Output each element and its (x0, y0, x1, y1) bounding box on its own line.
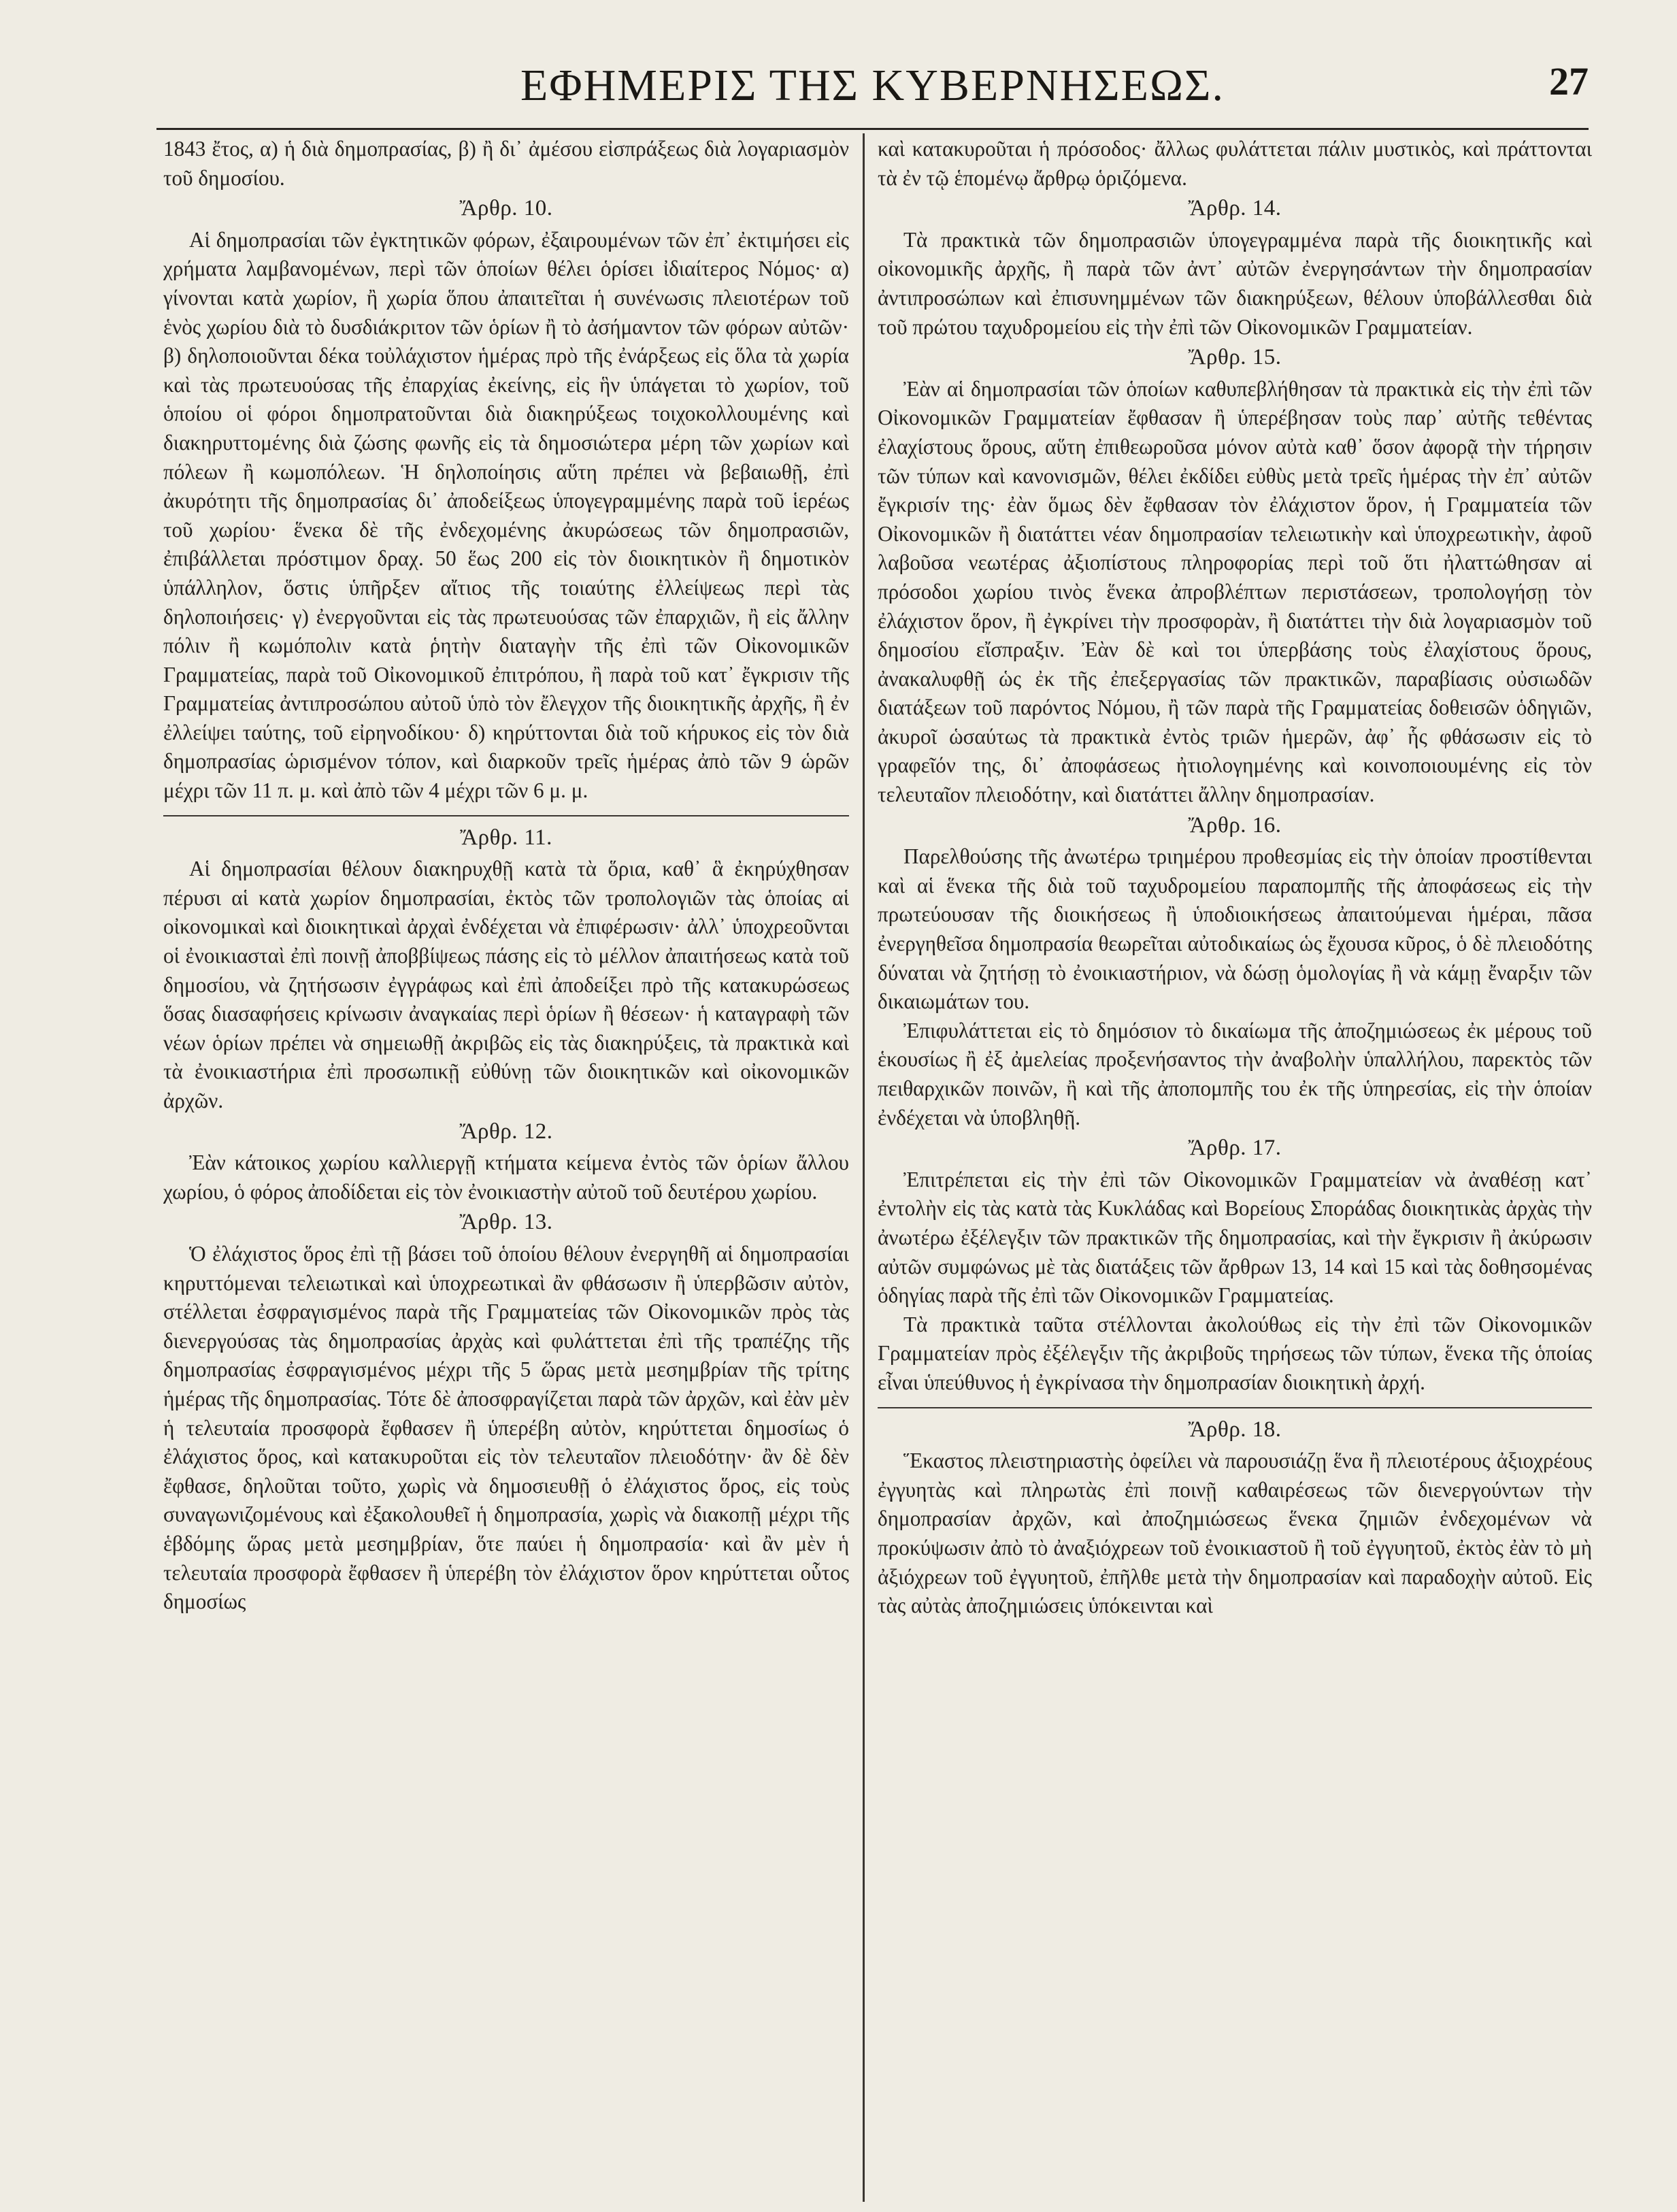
article-17-text-b: Τὰ πρακτικὰ ταῦτα στέλλονται ἀκολούθως εἰς τὴν ἐπὶ τῶν Οἰκονομικῶν Γραμματείαν πρὸς ἐξέλεγξιν τῆς ἀκριβοῦς τηρήσεως τῶν τύπων, ἕνεκα τῆς ὁποίας εἶναι ὑπεύθυνος ἡ ἐγκρίνασα τὴν δημοπρασίαν διοικητικὴ ἀρχή. (878, 1312, 1592, 1394)
column-divider (863, 133, 865, 2202)
article-16-text-a: Παρελθούσης τῆς ἀνωτέρω τριημέρου προθεσμίας εἰς τὴν ὁποίαν προστίθενται καὶ αἱ ἕνεκα τῆς διὰ τοῦ ταχυδρομείου παραπομπῆς τῆς ἀποφάσεως εἰς τὴν πρωτεύουσαν τῆς διοικήσεως ἢ ὑποδιοικήσεως ἀπαιτούμεναι ἡμέραι, πᾶσα ἐνεργηθεῖσα δημοπρασία θεωρεῖται αὐτοδικαίως ὡς ἔχουσα κῦρος, ὁ δὲ πλειοδότης δύναται νὰ ζητήσῃ τὸ ἐνοικιαστήριον, νὰ δώσῃ ὁμολογίας ἢ νὰ κάμῃ ἔναρξιν τῶν δικαιωμάτων του. (878, 844, 1592, 1014)
article-13-text: Ὁ ἐλάχιστος ὅρος ἐπὶ τῇ βάσει τοῦ ὁποίου θέλουν ἐνεργηθῆ αἱ δημοπρασίαι κηρυττόμεναι τελειωτικαὶ καὶ ὑποχρεωτικαὶ ἂν φθάσωσιν ἢ ὑπερβῶσιν αὐτὸν, στέλλεται ἐσφραγισμένος παρὰ τῆς Γραμματείας τῶν Οἰκονομικῶν πρὸς τὰς διενεργούσας τὰς δημοπρασίας ἀρχὰς καὶ φυλάττεται ἐπὶ τῆς τραπέζης τῆς δημοπρασίας ἐσφραγισμένος μέχρι τῆς 5 ὥρας μετὰ μεσημβρίαν τῆς τρίτης ἡμέρας τῆς δημοπρασίας. Τότε δὲ ἀποσφραγίζεται παρὰ τῶν ἀρχῶν, καὶ ἐὰν μὲν ἡ τελευταία προσφορὰ ἔφθασεν ἢ ὑπερέβη αὐτὸν, κηρύττεται δημοσίως ὁ ἐλάχιστος ὅρος, καὶ κατακυροῦται εἰς τὸν τελευταῖον πλειοδότην· ἂν δὲ δὲν ἔφθασε, δηλοῦται τοῦτο, χωρὶς νὰ δημοσιευθῇ ὁ ἐλάχιστος ὅρος, εἰς τοὺς συναγωνιζομένους καὶ ἐξακολουθεῖ ἡ δημοπρασία, χωρὶς νὰ διακοπῇ μέχρι τῆς ἑβδόμης ὥρας μετὰ μεσημβρίαν, ὅτε παύει ἡ δημοπρασία· καὶ ἂν μὲν ἡ τελευταία προσφορὰ ἔφθασεν ἢ ὑπερέβη τὸν ἐλάχιστον ὅρον κηρύττεται οὗτος δημοσίως (163, 1241, 849, 1614)
article-11-text: Αἱ δημοπρασίαι θέλουν διακηρυχθῇ κατὰ τὰ ὅρια, καθ᾽ ἃ ἐκηρύχθησαν πέρυσι αἱ κατὰ χωρίον δημοπρασίαι, ἐκτὸς τῶν τροπολογιῶν τὰς ὁποίας αἱ οἰκονομικαὶ καὶ διοικητικαὶ ἀρχαὶ ἐνδέχεται νὰ ἐπιφέρωσιν· ἀλλ᾽ ὑποχρεοῦνται οἱ ἐνοικιασταὶ ἐπὶ ποινῇ ἀποββίψεως πάσης εἰς τὸ μέλλον ἀπαιτήσεως κατὰ τοῦ δημοσίου, νὰ ζητήσωσιν ἐγγράφως καὶ ἐπὶ ἀποδείξει πρὸ τῆς κατακυρώσεως ὅσας διασαφήσεις κρίνωσιν ἀναγκαίας περὶ ὁρίων ἢ θέσεων· ἡ καταγραφὴ τῶν νέων ὁρίων πρέπει νὰ σημειωθῇ ἀκριβῶς εἰς τὰς διακηρύξεις, τὰ πρακτικὰ καὶ τὰ ἐνοικιαστήρια ἐπὶ προσωπικῇ εὐθύνῃ τῶν διοικητικῶν καὶ οἰκονομικῶν ἀρχῶν. (163, 857, 849, 1112)
article-11-heading: Ἄρθρ. 11. (460, 825, 552, 850)
page-number: 27 (1549, 59, 1589, 103)
article-15-heading: Ἄρθρ. 15. (1188, 345, 1282, 370)
article-14-heading: Ἄρθρ. 14. (1188, 196, 1282, 221)
article-15-text: Ἐὰν αἱ δημοπρασίαι τῶν ὁποίων καθυπεβλήθησαν τὰ πρακτικὰ εἰς τὴν ἐπὶ τῶν Οἰκονομικῶν Γραμματείαν ἔφθασαν ἢ ὑπερέβησαν τοὺς παρ᾽ αὐτῆς τεθέντας ἐλαχίστους ὅρους, αὕτη ἐπιθεωροῦσα μόνον αὐτὰ καθ᾽ ὅσον ἀφορᾷ τὴν τήρησιν τῶν τύπων καὶ κανονισμῶν, θέλει ἐκδίδει εὐθὺς μετὰ τρεῖς ἡμέρας τὴν ἐπ᾽ αὐτῶν ἔγκρισίν της· ἐὰν ὅμως δὲν ἔφθασαν τὸν ἐλάχιστον ὅρον, ἡ Γραμματεία τῶν Οἰκονομικῶν ἢ διατάττει νέαν δημοπρασίαν τελειωτικὴν καὶ ὑποχρεωτικὴν, ἀφοῦ λαβοῦσα νεωτέρας ἀξιοπίστους πληροφορίας περὶ τοῦ ὅτι ἠλαττώθησαν αἱ πρόσοδοι χωρίου τινὸς ἕνεκα ἀπροβλέπτων περιστάσεων, τροπολογήσῃ τὸν ἐλάχιστον ὅρον, ἢ ἐγκρίνει τὴν προσφορὰν, ἢ διατάττει τὴν διὰ λογαριασμὸν τοῦ δημοσίου εἴσπραξιν. Ἐὰν δὲ καὶ τοι ὑπερβάσης τοὺς ἐλαχίστους ὅρους, ἀνακαλυφθῇ ὡς ἐκ τῆς ἐπεξεργασίας τῶν πρακτικῶν, παραβίασις οὐσιωδῶν διατάξεων τοῦ παρόντος Νόμου, ἢ τῶν παρὰ τῆς Γραμματείας δοθεισῶν ὁδηγιῶν, ἀκυροῖ ὡσαύτως τὰ πρακτικὰ ἐντὸς τριῶν ἡμερῶν, ἀφ᾽ ἧς φθάσωσιν εἰς τὸ γραφεῖόν της, δι᾽ ἀποφάσεως ἠτιολογημένης καὶ κοινοποιουμένης εἰς τὸν τελευταῖον πλειοδότην, καὶ διατάττει ἄλλην δημοπρασίαν. (878, 376, 1592, 807)
article-10-heading: Ἄρθρ. 10. (459, 196, 553, 221)
right-column (878, 135, 1592, 2183)
article-14-text: Τὰ πρακτικὰ τῶν δημοπρασιῶν ὑπογεγραμμένα παρὰ τῆς διοικητικῆς καὶ οἰκονομικῆς ἀρχῆς, ἢ παρὰ τῶν ἀντ᾽ αὐτῶν ἐνεργησάντων τὴν δημοπρασίαν ἀντιπροσώπων καὶ ἐπισυνημμένων τῶν διακηρύξεων, θέλουν ὑποβάλλεσθαι διὰ τοῦ πρώτου ταχυδρομείου εἰς τὴν ἐπὶ τῶν Οἰκονομικῶν Γραμματείαν. (878, 227, 1592, 339)
article-18-heading: Ἄρθρ. 18. (1188, 1417, 1282, 1442)
article-16-text-b: Ἐπιφυλάττεται εἰς τὸ δημόσιον τὸ δικαίωμα τῆς ἀποζημιώσεως ἐκ μέρους τοῦ ἑκουσίως ἢ ἐξ ἀμελείας προξενήσαντος τὴν ἀναβολὴν ὑπαλλήλου, παρεκτὸς τῶν πειθαρχικῶν ποινῶν, ἢ καὶ τῆς ἀποπομπῆς του ἐκ τῆς ὑπηρεσίας, εἰς τὴν ὁποίαν ἐνδέχεται νὰ ὑποβληθῇ. (878, 1018, 1592, 1129)
separator-rule (163, 815, 849, 816)
left-column (163, 135, 849, 2183)
newspaper-title: ΕΦΗΜΕΡΙΣ ΤΗΣ ΚΥΒΕΡΝΗΣΕΩΣ. (520, 61, 1225, 110)
article-13-heading: Ἄρθρ. 13. (459, 1210, 553, 1235)
article-17-heading: Ἄρθρ. 17. (1188, 1136, 1282, 1161)
article-10-text: Αἱ δημοπρασίαι τῶν ἐγκτητικῶν φόρων, ἐξαιρουμένων τῶν ἐπ᾽ ἐκτιμήσει εἰς χρήματα λαμβανομένων, περὶ τῶν ὁποίων θέλει ὁρίσει ἰδιαίτερος Νόμος· α) γίνονται κατὰ χωρίον, ἢ χωρία ὅπου ἀπαιτεῖται ἡ συνένωσις πλειοτέρων τοῦ ἑνὸς χωρίου διὰ τὸ δυσδιάκριτον τῶν ὁρίων ἢ τὸ ἀσήμαντον τῶν φόρων αὐτῶν· β) δηλοποιοῦνται δέκα τοὐλάχιστον ἡμέρας πρὸ τῆς ἐνάρξεως εἰς ὅλα τὰ χωρία καὶ τὰς πρωτευούσας τῆς ἐπαρχίας ἐκείνης, εἰς ἣν ὑπάγεται τὸ χωρίον, τοῦ ὁποίου οἱ φόροι δημοπρατοῦνται διὰ διακηρύξεως τοιχοκολλουμένης καὶ διακηρυττομένης διὰ ζώσης φωνῆς εἰς τὰ δημοσιώτερα μέρη τῶν χωρίων καὶ πόλεων ἢ κωμοπόλεων. Ἡ δηλοποίησις αὕτη πρέπει νὰ βεβαιωθῇ, ἐπὶ ἀκυρότητι τῆς δημοπρασίας δι᾽ ἀποδείξεως ὑπογεγραμμένης παρὰ τοῦ ἱερέως τοῦ χωρίου· ἕνεκα δὲ τῆς ἐνδεχομένης ἀκυρώσεως τῶν δημοπρασιῶν, ἐπιβάλλεται πρόστιμον δραχ. 50 ἕως 200 εἰς τὸν διοικητικὸν ἢ δημοτικὸν ὑπάλληλον, ὅστις ὑπῆρξεν αἴτιος τῆς τοιαύτης ἐλλείψεως περὶ τὰς δηλοποιήσεις· γ) ἐνεργοῦνται εἰς τὰς πρωτευούσας τῶν ἐπαρχιῶν, ἢ εἰς ἄλλην πόλιν ἢ κωμόπολιν κατὰ ῥητὴν διαταγὴν τῆς ἐπὶ τῶν Οἰκονομικῶν Γραμματείας, παρὰ τοῦ Οἰκονομικοῦ ἐπιτρόπου, ἢ παρὰ τοῦ κατ᾽ ἔγκρισιν τῆς Γραμματείας ἀντιπροσώπου αὐτοῦ ὑπὸ τὸν ἔλεγχον τῆς διοικητικῆς ἀρχῆς, ἢ ἐν ἐλλείψει ταύτης, τοῦ εἰρηνοδίκου· δ) κηρύττονται διὰ τοῦ κήρυκος εἰς τὸν διὰ δημοπρασίας ὡρισμένον τόπον, καὶ διαρκοῦν τρεῖς ἡμέρας ἀπὸ τῶν 9 ὡρῶν μέχρι τῶν 11 π. μ. καὶ ἀπὸ τῶν 4 μέχρι τῶν 6 μ. μ. (163, 227, 849, 803)
article-16-heading: Ἄρθρ. 16. (1188, 812, 1282, 838)
continuation-paragraph: καὶ κατακυροῦται ἡ πρόσοδος· ἄλλως φυλάττεται πάλιν μυστικὸς, καὶ πράττονται τὰ ἐν τῷ ἑπομένῳ ἄρθρῳ ὁριζόμενα. (878, 137, 1592, 190)
article-17-text-a: Ἐπιτρέπεται εἰς τὴν ἐπὶ τῶν Οἰκονομικῶν Γραμματείαν νὰ ἀναθέσῃ κατ᾽ ἐντολὴν εἰς τὰς κατὰ τὰς Κυκλάδας καὶ Βορείους Σποράδας διοικητικὰς ἀρχὰς τὴν ἀνωτέρω ἐξέλεγξιν τῶν πρακτικῶν τῆς δημοπρασίας, καὶ τὴν ἔγκρισιν ἢ ἀκύρωσιν αὐτῶν συμφώνως μὲ τὰς διατάξεις τῶν ἄρθρων 13, 14 καὶ 15 καὶ τὰς δοθησομένας ὁδηγίας παρὰ τῆς ἐπὶ τῶν Οἰκονομικῶν Γραμματείας. (878, 1167, 1592, 1308)
article-12-heading: Ἄρθρ. 12. (459, 1119, 553, 1144)
article-18-text: Ἕκαστος πλειστηριαστὴς ὀφείλει νὰ παρουσιάζῃ ἕνα ἢ πλειοτέρους ἀξιοχρέους ἐγγυητὰς καὶ πληρωτὰς ἐπὶ ποινῇ καθαιρέσεως τῶν διενεργούντων τὴν δημοπρασίαν ἀρχῶν, καὶ ἀποζημιώσεως ἕνεκα ζημιῶν ἐνδεχομένων νὰ προκύψωσιν ἀπὸ τὸ ἀναξιόχρεων τοῦ ἐνοικιαστοῦ ἢ τοῦ ἐγγυητοῦ, ἐκτὸς ἐὰν τὸ μὴ ἀξιόχρεων τοῦ ἐγγυητοῦ, ἐπῆλθε μετὰ τὴν δημοπρασίαν καὶ παραδοχὴν αὐτοῦ. Εἰς τὰς αὐτὰς ἀποζημιώσεις ὑπόκεινται καὶ (878, 1449, 1592, 1618)
page-header (156, 53, 1589, 130)
intro-paragraph: 1843 ἔτος, α) ἡ διὰ δημοπρασίας, β) ἢ δι᾽ ἀμέσου εἰσπράξεως διὰ λογαριασμὸν τοῦ δημοσίου. (163, 137, 849, 190)
separator-rule (878, 1407, 1592, 1408)
article-12-text: Ἐὰν κάτοικος χωρίου καλλιεργῇ κτήματα κείμενα ἐντὸς τῶν ὁρίων ἄλλου χωρίου, ὁ φόρος ἀποδίδεται εἰς τὸν ἐνοικιαστὴν αὐτοῦ τοῦ δευτέρου χωρίου. (163, 1151, 849, 1204)
